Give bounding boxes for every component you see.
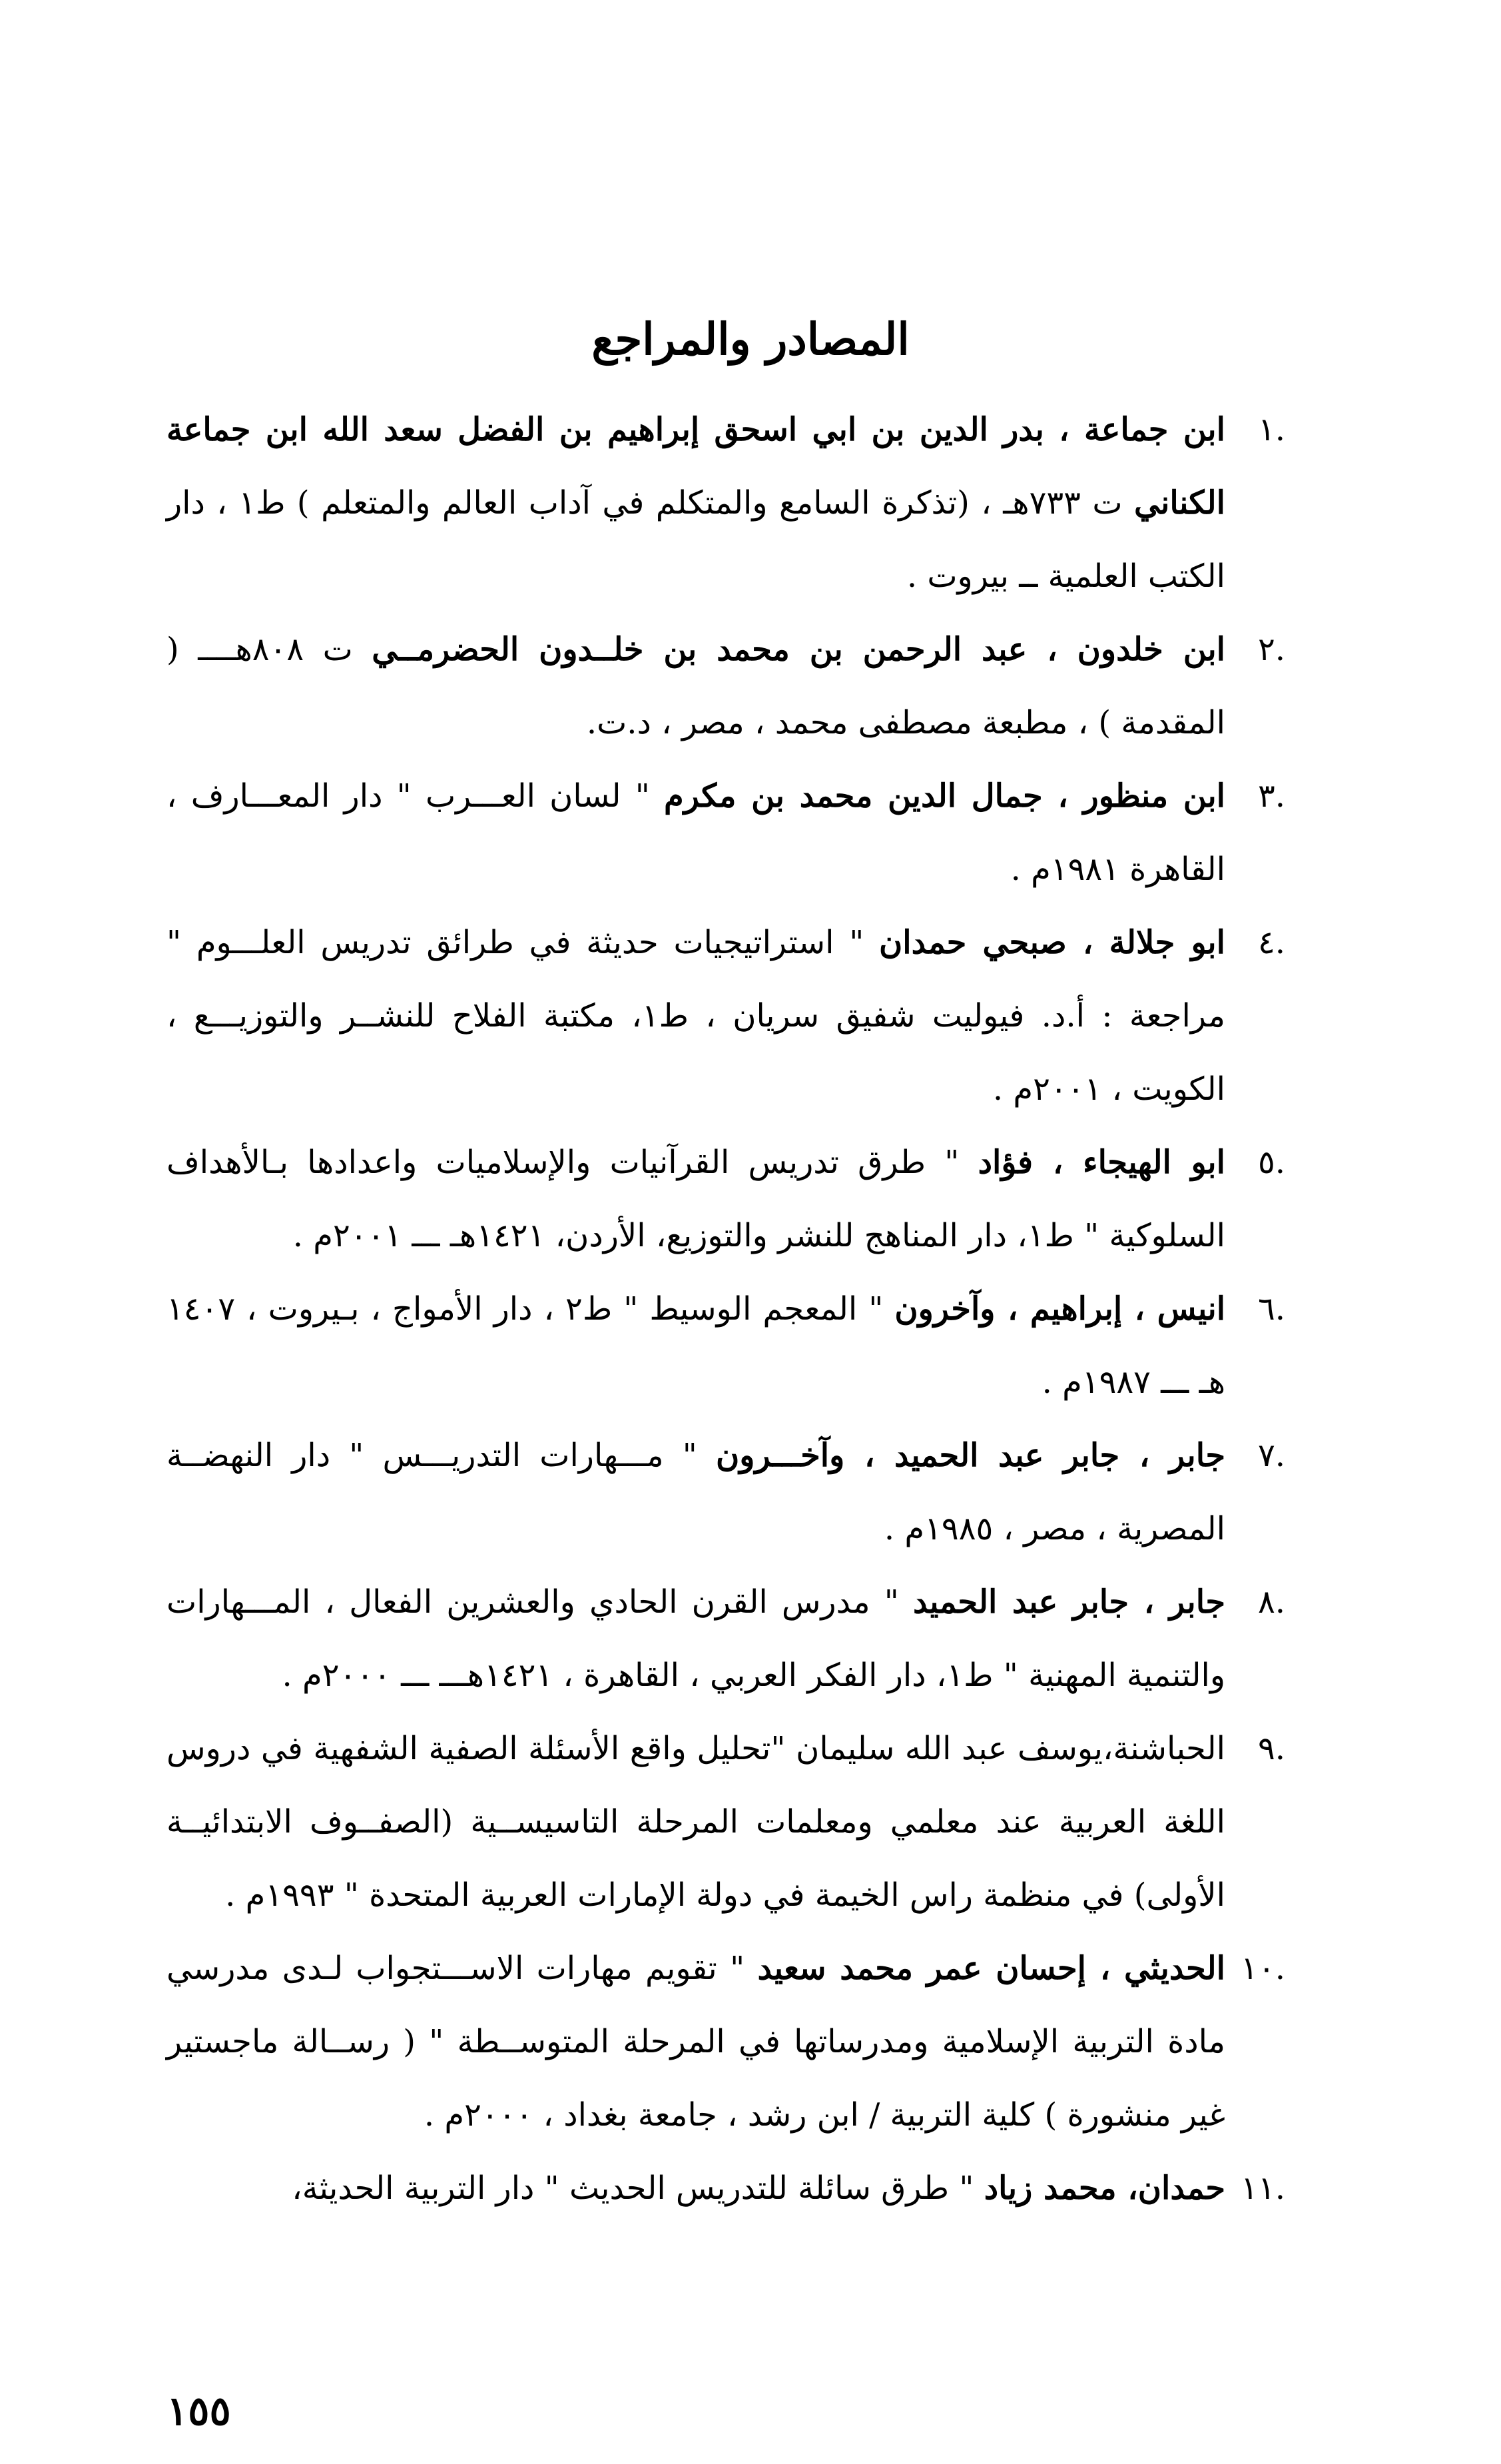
reference-text: " لسان العـــرب " دار المعـــارف ، القاهرة ١٩٨١م . [166, 777, 1225, 888]
reference-text: " طرق تدريس القرآنيات والإسلاميات واعدادها بـالأهداف السلوكية " ط١، دار المناهج للنشر والتوزيع، الأردن، ١٤٢١هـ ـــ ٢٠٠١م . [166, 1144, 1225, 1254]
reference-entry [166, 393, 1285, 613]
reference-author: الحديثي ، إحسان عمر محمد سعيد [757, 1950, 1226, 1987]
reference-author: حمدان، محمد زياد [984, 2170, 1225, 2207]
reference-number: .٣ [1257, 777, 1285, 815]
reference-number: .٦ [1257, 1290, 1285, 1328]
reference-author: ابو جلالة ، صبحي حمدان [879, 924, 1225, 961]
reference-number: .٧ [1257, 1437, 1285, 1474]
reference-entry [166, 1712, 1285, 1932]
reference-entry [166, 1272, 1285, 1419]
reference-author: ابو الهيجاء ، فؤاد [978, 1144, 1225, 1181]
reference-entry [166, 906, 1285, 1126]
reference-author: ابن منظور ، جمال الدين محمد بن مكرم [664, 777, 1226, 815]
reference-author: ابن خلدون ، عبد الرحمن بن محمد بن خلــدون الحضرمــي [372, 631, 1226, 668]
reference-number: .٩ [1257, 1730, 1285, 1767]
reference-number: .١١ [1241, 2170, 1285, 2207]
reference-number: .١٠ [1241, 1950, 1285, 1987]
reference-text: " تقويم مهارات الاســـتجواب لـدى مدرسي مادة التربية الإسلامية ومدرساتها في المرحلة المتوســطة " ( رســالة ماجستير غير منشورة ) كلية التربية / ابن رشد ، جامعة بغداد ، ٢٠٠٠م . [166, 1950, 1225, 2134]
reference-entry [166, 1419, 1285, 1565]
reference-entry [166, 1932, 1285, 2152]
reference-number: .٨ [1257, 1583, 1285, 1621]
reference-number: .٤ [1257, 924, 1285, 961]
page-title: المصادر والمراجع [591, 313, 910, 365]
reference-author: ابن جماعة ، بدر الدين بن ابي اسحق إبراهيم بن الفضل سعد الله ابن جماعة الكناني [166, 411, 1225, 522]
reference-author: جابر ، جابر عبد الحميد ، وآخـــرون [716, 1437, 1226, 1474]
reference-text: ت ٨٠٨هــــ ( المقدمة ) ، مطبعة مصطفى محمد ، مصر ، د.ت. [166, 631, 1225, 741]
reference-text: " استراتيجيات حديثة في طرائق تدريس العلـــوم " مراجعة : أ.د. فيوليت شفيق سريان ، ط١، مكتبة الفلاح للنشــر والتوزيـــع ، الكويت ، ٢٠٠١م . [166, 924, 1225, 1108]
reference-number: .١ [1257, 411, 1285, 448]
reference-text: " مدرس القرن الحادي والعشرين الفعال ، المـــهارات والتنمية المهنية " ط١، دار الفكر العربي ، القاهرة ، ١٤٢١هـــ ـــ ٢٠٠٠م . [166, 1583, 1225, 1694]
reference-entry [166, 759, 1285, 906]
reference-text: الحباشنة،يوسف عبد الله سليمان "تحليل واقع الأسئلة الصفية الشفهية في دروس اللغة العربية عند معلمي ومعلمات المرحلة التاسيســية (الصفــوف الابتدائيــة الأولى) في منظمة راس الخيمة في دولة الإمارات العربية المتحدة " ١٩٩٣م . [166, 1730, 1225, 1914]
reference-number: .٥ [1257, 1144, 1285, 1181]
reference-text: " مـــهارات التدريـــس " دار النهضــة المصرية ، مصر ، ١٩٨٥م . [166, 1437, 1225, 1547]
reference-entry [166, 613, 1285, 759]
reference-entry [166, 2152, 1285, 2225]
reference-text: " المعجم الوسيط " ط٢ ، دار الأمواج ، بـيروت ، ١٤٠٧ هـ ـــ ١٩٨٧م . [166, 1290, 1225, 1401]
references-list [166, 393, 1285, 2225]
reference-text: ت ٧٣٣هـ ، (تذكرة السامع والمتكلم في آداب العالم والمتعلم ) ط١ ، دار الكتب العلمية ــ بيروت . [166, 484, 1225, 595]
reference-entry [166, 1126, 1285, 1272]
reference-entry [166, 1565, 1285, 1712]
page-number: ١٥٥ [166, 2388, 231, 2435]
reference-number: .٢ [1257, 631, 1285, 668]
reference-text: " طرق سائلة للتدريس الحديث " دار التربية الحديثة، [292, 2170, 984, 2207]
reference-author: انيس ، إبراهيم ، وآخرون [894, 1290, 1226, 1328]
reference-author: جابر ، جابر عبد الحميد [912, 1583, 1226, 1621]
